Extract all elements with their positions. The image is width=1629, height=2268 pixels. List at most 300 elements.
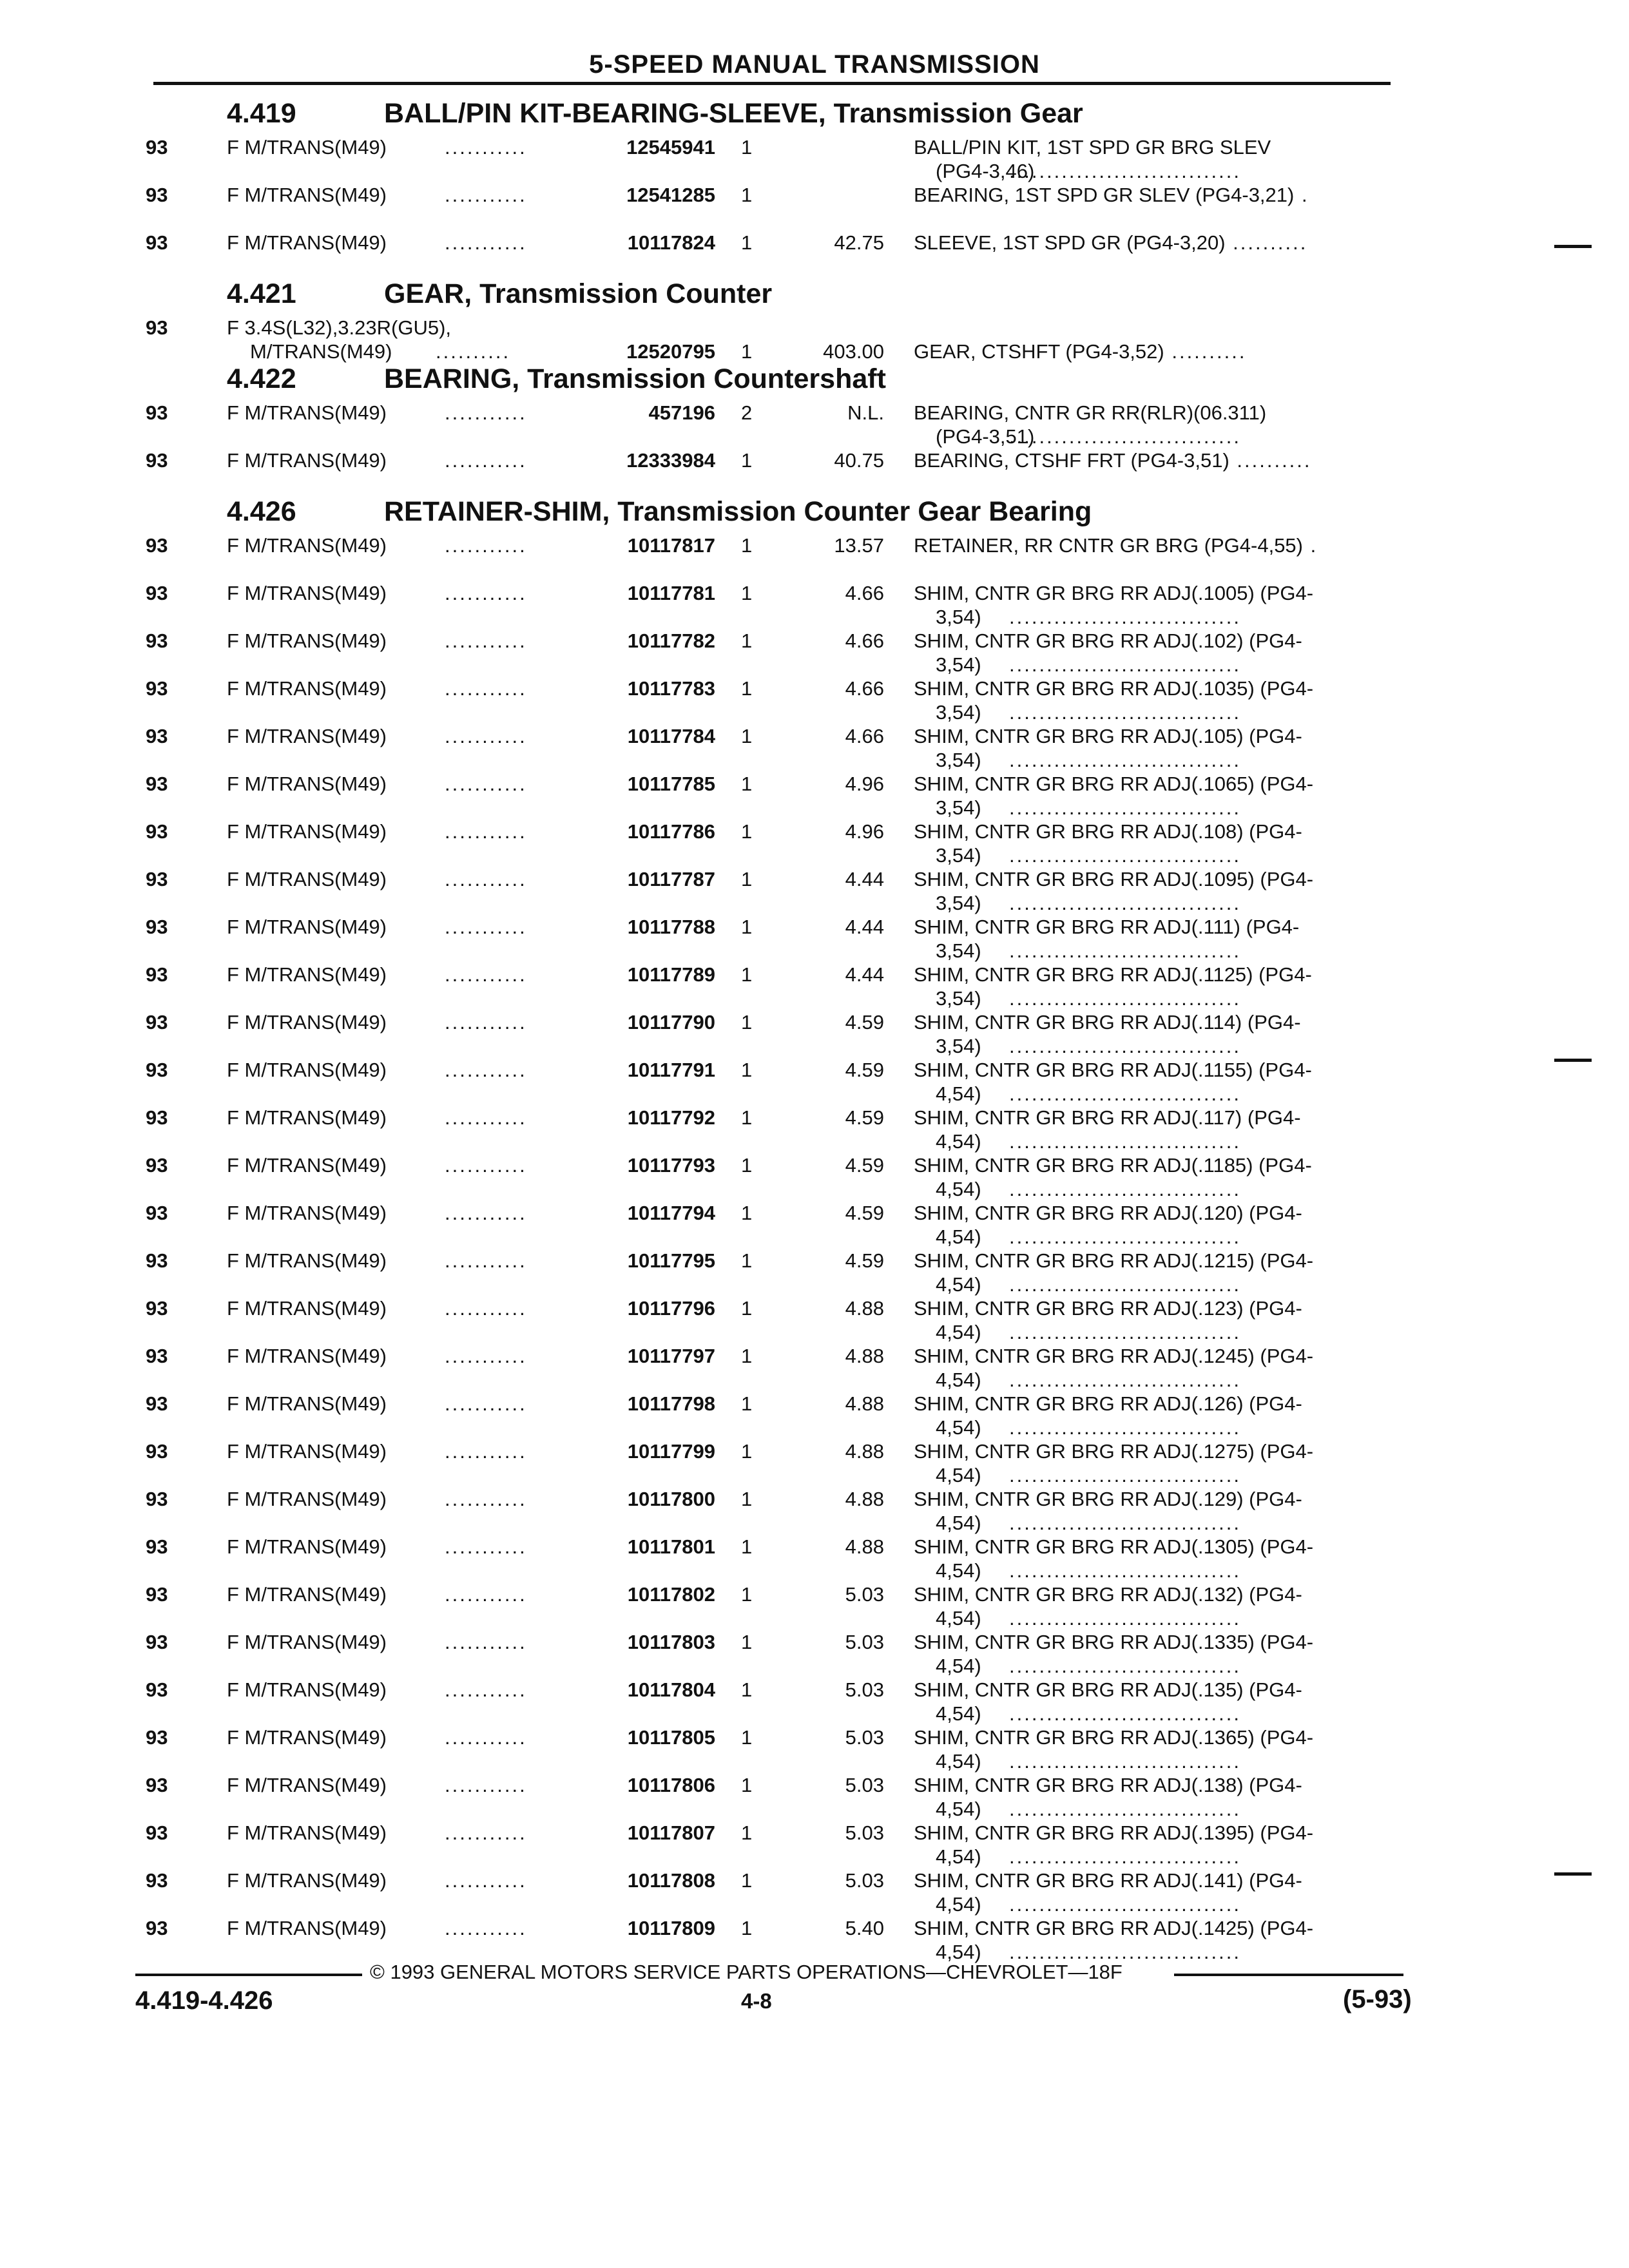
leader-dots: ........... xyxy=(445,725,527,747)
leader-dots: ........... xyxy=(445,629,527,652)
section-heading xyxy=(227,496,1092,528)
quantity: 1 xyxy=(741,1392,753,1415)
quantity: 1 xyxy=(741,340,753,363)
leader-dots: ............................... xyxy=(1009,1130,1241,1153)
quantity: 1 xyxy=(741,184,753,206)
part-description-text: RETAINER, RR CNTR GR BRG (PG4-4,55) xyxy=(914,534,1304,557)
part-description-continued: 4,54) xyxy=(936,1893,981,1916)
application: F M/TRANS(M49) xyxy=(227,1011,387,1033)
price: 5.03 xyxy=(845,1821,884,1844)
quantity: 1 xyxy=(741,677,753,700)
application: F M/TRANS(M49) xyxy=(227,582,387,604)
part-row xyxy=(0,1773,1629,1821)
part-row xyxy=(0,1249,1629,1296)
leader-dots: ........... xyxy=(445,231,527,254)
quantity: 1 xyxy=(741,1154,753,1177)
model-year: 93 xyxy=(146,963,168,986)
part-description-text: SHIM, CNTR GR BRG RR ADJ(.123) (PG4- xyxy=(914,1297,1302,1320)
part-number: 10117798 xyxy=(627,1392,715,1415)
application: F M/TRANS(M49) xyxy=(227,1392,387,1415)
leader-dots: ........... xyxy=(445,820,527,843)
part-number: 10117785 xyxy=(627,773,715,795)
application: F M/TRANS(M49) xyxy=(227,1154,387,1177)
leader-dots: ............................... xyxy=(1009,796,1241,819)
leader-dots: ........... xyxy=(445,1488,527,1510)
leader-dots: ........... xyxy=(445,1345,527,1367)
leader-dots: ............................... xyxy=(1009,892,1241,914)
leader-dots: ........... xyxy=(445,868,527,890)
application: F M/TRANS(M49) xyxy=(227,1678,387,1701)
part-number: 10117805 xyxy=(627,1726,715,1749)
quantity: 1 xyxy=(741,582,753,604)
part-number: 10117801 xyxy=(627,1535,715,1558)
model-year: 93 xyxy=(146,1726,168,1749)
model-year: 93 xyxy=(146,231,168,254)
leader-dots: ............................... xyxy=(1009,1655,1241,1677)
leader-dots: ............................... xyxy=(1009,1798,1241,1820)
part-description xyxy=(914,1678,1302,1702)
leader-dots: .......... xyxy=(1225,231,1308,254)
leader-dots: .......... xyxy=(1229,449,1312,472)
part-number: 10117784 xyxy=(627,725,715,747)
leader-dots: ........... xyxy=(445,1726,527,1749)
application: F M/TRANS(M49) xyxy=(227,963,387,986)
footer-rule-right xyxy=(1174,1974,1403,1976)
quantity: 1 xyxy=(741,916,753,938)
model-year: 93 xyxy=(146,1345,168,1367)
part-number: 12520795 xyxy=(626,340,715,363)
part-description-text: SHIM, CNTR GR BRG RR ADJ(.114) (PG4- xyxy=(914,1011,1301,1033)
application: F M/TRANS(M49) xyxy=(227,916,387,938)
part-description-continued: 4,54) xyxy=(936,1798,981,1820)
section-number: 4.422 xyxy=(227,363,296,394)
part-description-text: SHIM, CNTR GR BRG RR ADJ(.105) (PG4- xyxy=(914,725,1302,747)
part-number: 10117799 xyxy=(627,1440,715,1463)
leader-dots: ............................... xyxy=(1009,1178,1241,1200)
price: 4.44 xyxy=(845,868,884,890)
part-description-continued: 3,54) xyxy=(936,892,981,914)
part-description-continued: 3,54) xyxy=(936,844,981,867)
part-number: 10117793 xyxy=(627,1154,715,1177)
part-row xyxy=(0,1535,1629,1582)
price: 5.03 xyxy=(845,1583,884,1606)
price: 4.96 xyxy=(845,820,884,843)
application: F M/TRANS(M49) xyxy=(227,820,387,843)
part-description xyxy=(914,1869,1302,1892)
price: 5.03 xyxy=(845,1869,884,1892)
part-description-text: SHIM, CNTR GR BRG RR ADJ(.1035) (PG4- xyxy=(914,677,1314,700)
part-row xyxy=(0,1487,1629,1535)
price: 4.59 xyxy=(845,1011,884,1033)
application: F M/TRANS(M49) xyxy=(227,184,387,206)
leader-dots: ........... xyxy=(445,677,527,700)
quantity: 1 xyxy=(741,1678,753,1701)
model-year: 93 xyxy=(146,401,168,424)
part-description xyxy=(914,1916,1313,1940)
model-year: 93 xyxy=(146,1488,168,1510)
part-description xyxy=(914,820,1302,843)
part-description-continued: 3,54) xyxy=(936,987,981,1010)
part-row xyxy=(0,724,1629,772)
model-year: 93 xyxy=(146,1821,168,1844)
price: 5.03 xyxy=(845,1726,884,1749)
part-description-text: SHIM, CNTR GR BRG RR ADJ(.141) (PG4- xyxy=(914,1869,1302,1892)
application: F M/TRANS(M49) xyxy=(227,1488,387,1510)
price: 4.44 xyxy=(845,963,884,986)
part-number: 10117800 xyxy=(627,1488,715,1510)
price: 4.59 xyxy=(845,1059,884,1081)
model-year: 93 xyxy=(146,1059,168,1081)
leader-dots: ............................... xyxy=(1009,1416,1241,1439)
part-description-text: SHIM, CNTR GR BRG RR ADJ(.1215) (PG4- xyxy=(914,1249,1314,1272)
price: 4.88 xyxy=(845,1297,884,1320)
margin-mark xyxy=(1554,1872,1592,1876)
part-number: 10117797 xyxy=(627,1345,715,1367)
application: F M/TRANS(M49) xyxy=(227,1726,387,1749)
part-row xyxy=(0,915,1629,963)
part-description xyxy=(914,1392,1302,1416)
leader-dots: ........... xyxy=(445,582,527,604)
model-year: 93 xyxy=(146,1631,168,1653)
leader-dots: ............................... xyxy=(1009,1082,1241,1105)
part-description xyxy=(914,1487,1302,1511)
model-year: 93 xyxy=(146,184,168,206)
part-row xyxy=(0,1344,1629,1392)
model-year: 93 xyxy=(146,629,168,652)
quantity: 1 xyxy=(741,868,753,890)
leader-dots: ............................... xyxy=(1009,1464,1241,1486)
application: F M/TRANS(M49) xyxy=(227,1249,387,1272)
part-row xyxy=(0,1058,1629,1106)
quantity: 1 xyxy=(741,1440,753,1463)
leader-dots: ............................... xyxy=(1009,1702,1241,1725)
price: 40.75 xyxy=(834,449,884,472)
part-description-continued: 4,54) xyxy=(936,1130,981,1153)
quantity: 1 xyxy=(741,1249,753,1272)
application: F M/TRANS(M49) xyxy=(227,1345,387,1367)
model-year: 93 xyxy=(146,1297,168,1320)
part-row xyxy=(0,231,1629,278)
part-description-continued: 4,54) xyxy=(936,1750,981,1773)
part-description-text: SHIM, CNTR GR BRG RR ADJ(.108) (PG4- xyxy=(914,820,1302,843)
part-number: 10117790 xyxy=(627,1011,715,1033)
leader-dots: ............................... xyxy=(1009,1512,1241,1534)
quantity: 1 xyxy=(741,1631,753,1653)
part-description xyxy=(914,724,1302,748)
model-year: 93 xyxy=(146,1440,168,1463)
price: 5.03 xyxy=(845,1774,884,1796)
model-year: 93 xyxy=(146,534,168,557)
model-year: 93 xyxy=(146,582,168,604)
leader-dots: . xyxy=(1303,534,1318,557)
part-row xyxy=(0,1392,1629,1439)
part-description xyxy=(914,581,1313,605)
leader-dots: ........... xyxy=(445,449,527,472)
leader-dots: ........... xyxy=(445,1297,527,1320)
part-description xyxy=(914,915,1299,939)
part-row xyxy=(0,1296,1629,1344)
part-row xyxy=(0,1725,1629,1773)
quantity: 1 xyxy=(741,629,753,652)
leader-dots: ........... xyxy=(445,1154,527,1177)
leader-dots: ............................... xyxy=(1009,653,1241,676)
model-year: 93 xyxy=(146,1392,168,1415)
section-title: BEARING, Transmission Countershaft xyxy=(384,363,886,394)
leader-dots: ............................... xyxy=(1009,701,1241,724)
part-row xyxy=(0,1153,1629,1201)
part-description-text: BEARING, 1ST SPD GR SLEV (PG4-3,21) xyxy=(914,184,1295,206)
part-description-continued: 4,54) xyxy=(936,1941,981,1963)
part-description xyxy=(914,1773,1302,1797)
application: F M/TRANS(M49) xyxy=(227,1583,387,1606)
part-row xyxy=(0,581,1629,629)
part-description-continued: 3,54) xyxy=(936,749,981,771)
application: F M/TRANS(M49) xyxy=(227,136,387,159)
part-number: 10117802 xyxy=(627,1583,715,1606)
application: F M/TRANS(M49) xyxy=(227,449,387,472)
model-year: 93 xyxy=(146,449,168,472)
quantity: 1 xyxy=(741,1202,753,1224)
part-row xyxy=(0,1630,1629,1678)
part-number: 10117809 xyxy=(627,1917,715,1939)
leader-dots: ........... xyxy=(445,1774,527,1796)
price: 4.66 xyxy=(845,725,884,747)
leader-dots: ........... xyxy=(445,773,527,795)
part-row xyxy=(0,820,1629,867)
part-description-text: SHIM, CNTR GR BRG RR ADJ(.1155) (PG4- xyxy=(914,1059,1312,1081)
leader-dots: ............................... xyxy=(1009,749,1241,771)
part-description xyxy=(914,448,1312,472)
part-row xyxy=(0,1439,1629,1487)
part-number: 10117788 xyxy=(627,916,715,938)
leader-dots: ............................... xyxy=(1009,606,1241,628)
part-description xyxy=(914,401,1266,425)
part-number: 10117791 xyxy=(627,1059,715,1081)
leader-dots: ........... xyxy=(445,1631,527,1653)
leader-dots: ............................... xyxy=(1009,160,1241,182)
part-row xyxy=(0,963,1629,1010)
part-description xyxy=(914,1821,1313,1845)
price: 5.03 xyxy=(845,1678,884,1701)
quantity: 1 xyxy=(741,1726,753,1749)
part-description-text: SHIM, CNTR GR BRG RR ADJ(.1395) (PG4- xyxy=(914,1821,1314,1844)
part-description-text: BEARING, CNTR GR RR(RLR)(06.311) xyxy=(914,401,1267,424)
section-heading xyxy=(227,363,886,395)
part-description xyxy=(914,1725,1313,1749)
part-number: 10117803 xyxy=(627,1631,715,1653)
part-description-text: SHIM, CNTR GR BRG RR ADJ(.120) (PG4- xyxy=(914,1202,1302,1224)
part-description-continued: (PG4-3,46) xyxy=(936,160,1035,182)
model-year: 93 xyxy=(146,773,168,795)
part-description-continued: 4,54) xyxy=(936,1369,981,1391)
quantity: 1 xyxy=(741,1106,753,1129)
part-description-continued: 4,54) xyxy=(936,1273,981,1296)
quantity: 1 xyxy=(741,1345,753,1367)
quantity: 1 xyxy=(741,1917,753,1939)
part-description xyxy=(914,231,1307,255)
part-description-continued: 3,54) xyxy=(936,606,981,628)
part-description-continued: 3,54) xyxy=(936,939,981,962)
part-row xyxy=(0,448,1629,496)
part-number: 10117824 xyxy=(627,231,715,254)
part-description xyxy=(914,629,1302,653)
leader-dots: ............................... xyxy=(1009,987,1241,1010)
leader-dots: ............................... xyxy=(1009,1845,1241,1868)
leader-dots: ........... xyxy=(445,1011,527,1033)
leader-dots: ........... xyxy=(445,1202,527,1224)
price: 4.59 xyxy=(845,1106,884,1129)
model-year: 93 xyxy=(146,136,168,159)
leader-dots: ........... xyxy=(445,184,527,206)
part-description-continued: 3,54) xyxy=(936,796,981,819)
part-number: 10117795 xyxy=(627,1249,715,1272)
part-row xyxy=(0,629,1629,677)
part-description xyxy=(914,677,1313,700)
quantity: 1 xyxy=(741,1774,753,1796)
application: F 3.4S(L32),3.23R(GU5), xyxy=(227,316,452,339)
quantity: 1 xyxy=(741,1869,753,1892)
section-title: BALL/PIN KIT-BEARING-SLEEVE, Transmission Gear xyxy=(384,98,1083,129)
part-number: 10117789 xyxy=(627,963,715,986)
section-number: 4.419 xyxy=(227,98,296,129)
price: 4.66 xyxy=(845,582,884,604)
part-description-text: SHIM, CNTR GR BRG RR ADJ(.1185) (PG4- xyxy=(914,1154,1312,1177)
part-description-text: SHIM, CNTR GR BRG RR ADJ(.1125) (PG4- xyxy=(914,963,1312,986)
leader-dots: ........... xyxy=(445,1440,527,1463)
part-description-continued: 4,54) xyxy=(936,1082,981,1105)
leader-dots: ........... xyxy=(445,401,527,424)
part-description-text: SLEEVE, 1ST SPD GR (PG4-3,20) xyxy=(914,231,1226,254)
part-description xyxy=(914,340,1246,363)
price: 4.59 xyxy=(845,1202,884,1224)
price: 4.88 xyxy=(845,1392,884,1415)
leader-dots: ........... xyxy=(445,963,527,986)
price: 42.75 xyxy=(834,231,884,254)
price: 13.57 xyxy=(834,534,884,557)
part-row xyxy=(0,1201,1629,1249)
leader-dots: .......... xyxy=(436,340,511,363)
leader-dots: . xyxy=(1294,184,1309,206)
model-year: 93 xyxy=(146,1202,168,1224)
part-description-continued: 4,54) xyxy=(936,1702,981,1725)
price: 5.40 xyxy=(845,1917,884,1939)
part-description-text: SHIM, CNTR GR BRG RR ADJ(.135) (PG4- xyxy=(914,1678,1302,1701)
margin-mark xyxy=(1554,1059,1592,1062)
part-number: 10117806 xyxy=(627,1774,715,1796)
part-description xyxy=(914,533,1318,557)
part-number: 10117804 xyxy=(627,1678,715,1701)
part-number: 10117783 xyxy=(627,677,715,700)
footer-rule-left xyxy=(135,1974,362,1976)
part-number: 12541285 xyxy=(626,184,715,206)
part-row xyxy=(0,183,1629,231)
part-description-text: SHIM, CNTR GR BRG RR ADJ(.1005) (PG4- xyxy=(914,582,1314,604)
model-year: 93 xyxy=(146,1106,168,1129)
model-year: 93 xyxy=(146,725,168,747)
price: 4.88 xyxy=(845,1345,884,1367)
application: F M/TRANS(M49) xyxy=(227,677,387,700)
quantity: 1 xyxy=(741,1011,753,1033)
part-description-text: SHIM, CNTR GR BRG RR ADJ(.1065) (PG4- xyxy=(914,773,1314,795)
model-year: 93 xyxy=(146,1678,168,1701)
quantity: 2 xyxy=(741,401,753,424)
quantity: 1 xyxy=(741,449,753,472)
section-number: 4.421 xyxy=(227,278,296,309)
part-row xyxy=(0,1869,1629,1916)
price: 4.88 xyxy=(845,1535,884,1558)
part-description-text: SHIM, CNTR GR BRG RR ADJ(.1335) (PG4- xyxy=(914,1631,1314,1653)
leader-dots: ........... xyxy=(445,136,527,159)
part-description-text: SHIM, CNTR GR BRG RR ADJ(.138) (PG4- xyxy=(914,1774,1302,1796)
leader-dots: ............................... xyxy=(1009,425,1241,448)
model-year: 93 xyxy=(146,868,168,890)
application: F M/TRANS(M49) xyxy=(227,725,387,747)
part-number: 457196 xyxy=(648,401,715,424)
application: F M/TRANS(M49) xyxy=(227,1297,387,1320)
part-number: 10117786 xyxy=(627,820,715,843)
part-row xyxy=(0,867,1629,915)
application: F M/TRANS(M49) xyxy=(227,401,387,424)
part-description xyxy=(914,1582,1302,1606)
part-row xyxy=(0,772,1629,820)
application-continued: M/TRANS(M49) xyxy=(250,340,392,363)
header-rule xyxy=(153,82,1391,85)
section-number: 4.426 xyxy=(227,496,296,527)
model-year: 93 xyxy=(146,1535,168,1558)
model-year: 93 xyxy=(146,1249,168,1272)
price: N.L. xyxy=(847,401,884,424)
part-description-continued: 3,54) xyxy=(936,701,981,724)
quantity: 1 xyxy=(741,1821,753,1844)
quantity: 1 xyxy=(741,773,753,795)
model-year: 93 xyxy=(146,1011,168,1033)
part-number: 10117817 xyxy=(627,534,715,557)
part-description xyxy=(914,183,1309,207)
quantity: 1 xyxy=(741,725,753,747)
application: F M/TRANS(M49) xyxy=(227,1106,387,1129)
part-description-continued: 3,54) xyxy=(936,1035,981,1057)
price: 403.00 xyxy=(823,340,884,363)
part-description-text: SHIM, CNTR GR BRG RR ADJ(.102) (PG4- xyxy=(914,629,1302,652)
leader-dots: ............................... xyxy=(1009,1559,1241,1582)
model-year: 93 xyxy=(146,916,168,938)
part-row xyxy=(0,401,1629,448)
leader-dots: ........... xyxy=(445,1535,527,1558)
part-description-text: BEARING, CTSHF FRT (PG4-3,51) xyxy=(914,449,1229,472)
application: F M/TRANS(M49) xyxy=(227,773,387,795)
part-description-continued: 4,54) xyxy=(936,1416,981,1439)
application: F M/TRANS(M49) xyxy=(227,1869,387,1892)
part-number: 10117796 xyxy=(627,1297,715,1320)
part-description xyxy=(914,1058,1312,1082)
application: F M/TRANS(M49) xyxy=(227,534,387,557)
part-description-text: SHIM, CNTR GR BRG RR ADJ(.1245) (PG4- xyxy=(914,1345,1314,1367)
part-description-continued: (PG4-3,51) xyxy=(936,425,1035,448)
leader-dots: ........... xyxy=(445,1869,527,1892)
leader-dots: .......... xyxy=(1164,340,1247,363)
part-description-continued: 4,54) xyxy=(936,1178,981,1200)
part-row xyxy=(0,316,1629,363)
leader-dots: ........... xyxy=(445,534,527,557)
application: F M/TRANS(M49) xyxy=(227,1059,387,1081)
part-description-text: SHIM, CNTR GR BRG RR ADJ(.1095) (PG4- xyxy=(914,868,1314,890)
part-number: 10117794 xyxy=(627,1202,715,1224)
part-description-text: SHIM, CNTR GR BRG RR ADJ(.117) (PG4- xyxy=(914,1106,1301,1129)
leader-dots: ........... xyxy=(445,1392,527,1415)
application: F M/TRANS(M49) xyxy=(227,1440,387,1463)
model-year: 93 xyxy=(146,316,168,339)
application: F M/TRANS(M49) xyxy=(227,1535,387,1558)
